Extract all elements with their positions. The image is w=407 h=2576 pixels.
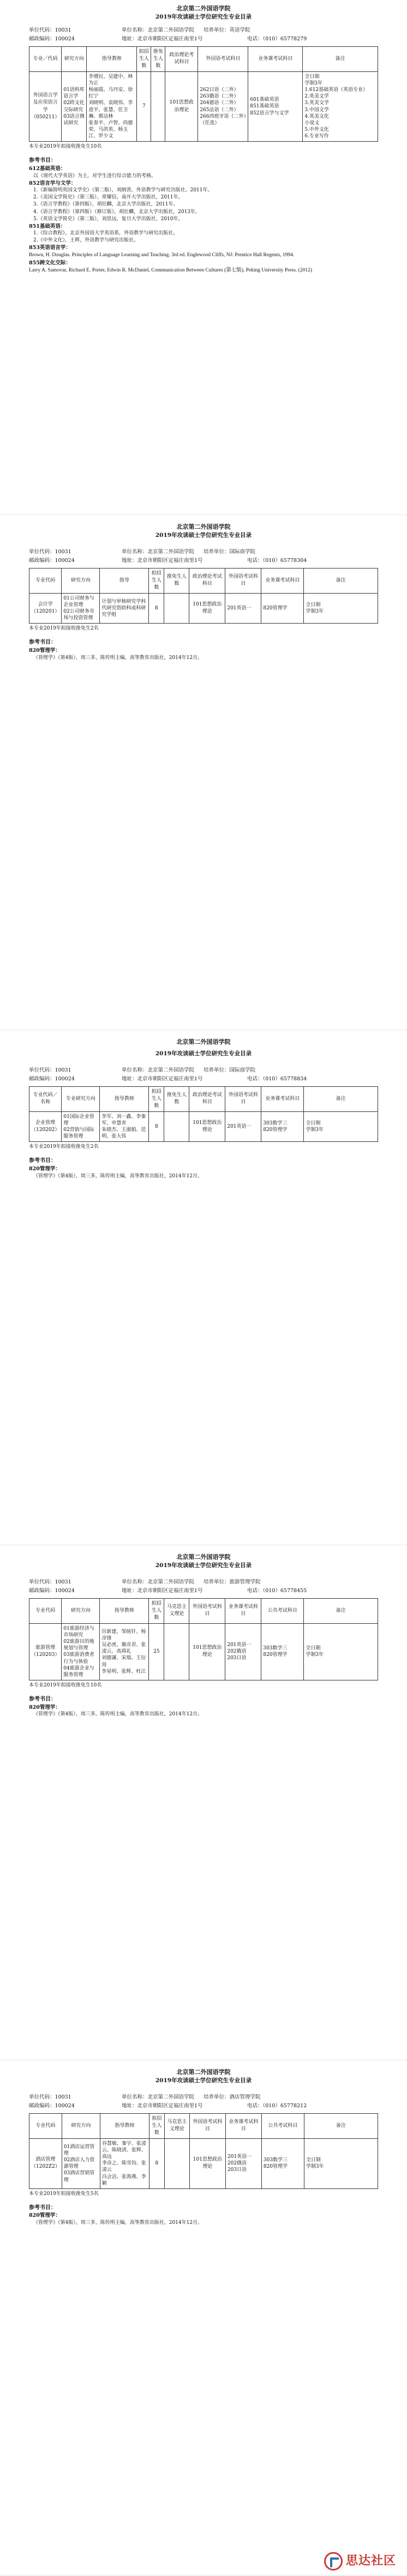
page-sheet [29,1545,378,1718]
school-title: 北京第二外国语学院 [176,5,231,12]
teacher-line: 计划与审核研究学科代研究资助科成科研究学组 [101,598,146,618]
reference-item: 4.《语言学教程》（第四版）（修订版），胡壮麟，北京大学出版社，2013年。 [33,209,200,215]
column-header: 推免生人数 [164,568,189,593]
reference-item: 以《现代大学英语》为主，对学生进行综合能力的考核。 [33,173,157,179]
reference-item: 《管理学》（第4版），周三多，陈传明主编，高等教育出版社，2014年12月。 [33,1712,203,1718]
column-header: 政治理论考试科目 [189,1086,225,1111]
exam-subject [263,605,302,612]
table-header-row [29,2113,378,2138]
reference-subject: 853英语语言学： [29,245,71,251]
column-header: 政治理论考试科目 [189,568,225,593]
teacher-line: 李星明、张辉、杜江 [101,1668,146,1674]
direction-line: 03酒店营销管理 [63,2170,95,2183]
dept-name: 培养单位：国际商学院 [204,549,256,555]
unit-name: 单位名称：北京第二外国语学院 [122,1579,195,1586]
dept-name: 培养单位：国际商学院 [204,1067,256,1074]
exempt-cell [164,2138,189,2188]
remark-line: 全日制 [306,602,321,608]
exam-subject-line: 820管理学 [263,2164,288,2170]
exempt-cell [151,71,165,141]
quota-cell: 8 [149,593,164,624]
foreign-subject-line: 202俄语 [227,1649,247,1655]
dept-name: 培养单位：旅游管理学院 [204,1579,261,1586]
column-header: 业务课考试科目 [261,1086,304,1111]
teacher-line: 李军、刘一鑫、李秦军、申慧青 [101,1114,146,1126]
catalog-title: 2019年攻读硕士学位研究生专业目录 [155,1050,252,1057]
quota-cell: 8 [149,2138,164,2188]
remark-cell [304,593,378,624]
exam-subject-line: 851基础英语 [250,104,279,110]
direction [63,1114,98,1140]
address: 地址：北京市朝阳区定福庄南里1号 [122,1587,203,1594]
remark-line: 学制3年 [306,1127,324,1133]
remark [306,602,376,615]
foreign-subject-line: 201英语一 [227,1124,252,1130]
column-header: 指导 [100,568,149,593]
catalog-table [29,1598,378,1680]
exempt-cell [164,1623,189,1680]
address: 地址：北京市朝阳区定福庄南里1号 [122,35,203,42]
foreign-cell [225,2138,261,2188]
reference-subject: 820管理学： [29,1704,61,1710]
foreign-cell [198,71,248,141]
reference-item: 1.《新编简明英国文学史》（第二版），刘炳善，外语教学与研究出版社，2011年。 [33,188,213,193]
direction [63,87,85,126]
foreign-cell [225,593,261,624]
major-cell: 外国语言学及应用语言学（050211） [29,71,62,141]
reference-subject: 820管理学： [29,1165,61,1172]
exam-subject-line: 303数学三 [263,2157,288,2163]
column-header: 公共考试科目 [261,2113,304,2138]
quota-note: 本专业2019年拟接收推免生10名 [29,1682,102,1688]
subject-cell [261,2138,304,2188]
table-row [29,2138,378,2188]
directions-cell [62,1111,100,1142]
zip-code: 邮政编码：100024 [29,2102,75,2109]
logo-icon [324,2552,343,2571]
teacher-line: 谷慧敏、秦宇、张凌云、陈晓清、张辉、高远 [101,2140,146,2160]
foreign-subject [227,1642,259,1661]
column-header: 备注 [304,1598,378,1623]
reference-item: 1.《综合教程》，北京外国语大学英语系，外语教学与研究出版社。 [33,231,178,237]
column-header: 专业代码／名称 [29,1086,62,1111]
foreign-subject-line: 264德语（二外） [200,100,239,106]
reference-item: 3.《语言学教程》（第四版），胡壮麟，北京大学出版社，2011年。 [33,202,178,208]
teachers-cell [100,1111,149,1142]
teacher-line: 张春平、卢智、尚德荣、马洪英、杨玉江、罗少文 [88,120,133,140]
phone: 电话：（010）65778304 [247,557,307,564]
direction-line: 01旅游经济与市场研究 [63,1625,94,1638]
exam-subject [250,96,301,116]
unit-code: 单位代码：10031 [29,549,71,555]
column-header: 马克思主义理论 [164,2113,189,2138]
remark-line: 3.英美文学 [304,100,329,106]
unit-code: 单位代码：10031 [29,2094,71,2101]
catalog-title: 2019年攻读硕士学位研究生专业目录 [155,1562,252,1569]
reference-item: 《管理学》（第4版），周三多，陈传明主编，高等教育出版社，2014年12月。 [33,655,203,661]
remark-line: 6.专业写作 [304,134,329,140]
politics-cell: 101思想政治理论 [189,593,225,624]
catalog-table [29,1086,378,1142]
foreign-subject-line: 265法语（二外） [200,107,239,113]
foreign-subject-line: 263俄语（二外） [200,94,239,100]
info-row [29,2102,378,2110]
foreign-subject-line: 203日语 [227,2167,247,2173]
teachers-cell [87,71,137,141]
teachers-cell [100,2138,149,2188]
politics-cell: 101思想政治理论 [189,1111,225,1142]
remark-line: 全日制 [306,1646,321,1652]
info-row [29,2094,378,2101]
remark-cell [304,2138,378,2188]
direction-line: 02旅游目的地规划与管理 [63,1639,94,1652]
remark [306,1645,376,1658]
column-header: 研究方向 [62,46,87,71]
politics-cell: 101思想政治理论 [165,71,198,141]
exam-subject [263,1120,302,1133]
info-row [29,27,378,34]
table-header-row [29,568,378,593]
direction-line: 01国际企业管理 [63,1114,94,1126]
dept-name: 培养单位：英语学院 [204,27,250,34]
subject-cell [261,1111,304,1142]
dept-name: 培养单位：酒店管理学院 [204,2094,261,2101]
foreign-cell [225,1111,261,1142]
foreign-subject-line: 201英语一 [227,606,252,612]
catalog-title: 2019年攻读硕士学位研究生专业目录 [155,2077,252,2084]
table-row [29,593,378,624]
foreign-subject [227,605,259,612]
reference-heading: 参考书目： [29,2204,56,2211]
quota-cell: 25 [149,1623,164,1680]
column-header: 拟招生人数 [149,568,164,593]
unit-name: 单位名称：北京第二外国语学院 [122,2094,195,2101]
foreign-subject-line: 203日语 [227,1655,247,1661]
remark [306,2157,376,2170]
column-header: 拟招生人数 [149,1086,164,1111]
school-title: 北京第二外国语学院 [176,2069,231,2076]
politics-cell: 101思想政治理论 [189,2138,225,2188]
column-header: 业务课考试科目 [261,568,304,593]
exam-subject-line: 820管理学 [263,1127,288,1133]
teacher-line: 刘晓明、袁晓伟、李进平、张慧、任卫琳、蔡洁林 [88,100,133,119]
column-header: 专业代码 [29,2113,62,2138]
address: 地址：北京市朝阳区定福庄南里1号 [122,557,203,564]
teacher [101,1629,147,1675]
major-cell: 企业管理（120202） [29,1111,62,1142]
column-header: 指导教师 [100,1086,149,1111]
exam-subject [264,2157,302,2170]
catalog-page [0,1030,407,1545]
remark-cell [303,71,378,141]
directions-cell [62,593,100,624]
reference-heading: 参考书目： [29,1158,56,1164]
column-header: 推免生人数 [151,46,165,71]
teacher-line: 李增民、吴建中、林为正 [88,74,133,86]
column-header: 外国语考试科目 [189,1598,225,1623]
info-row [29,557,378,565]
column-header: 指导教师 [100,1598,149,1623]
teacher [88,74,135,140]
table-row [29,71,378,141]
column-header: 马克思主义理论 [164,1598,189,1623]
teacher-line: 刘德谦、宋瑞、王衍用 [101,1655,146,1668]
reference-item: 《管理学》（第4版），周三多，陈传明主编，高等教育出版社，2014年12月。 [33,2220,203,2226]
quota-note: 本专业2019年拟接收推免生10名 [29,144,102,150]
table-header-row [29,1086,378,1111]
direction-line: 01公司财务与企业管理 [63,595,94,608]
major-cell: 旅游管理（120203） [29,1623,62,1680]
column-header: 研究方向 [62,1598,100,1623]
directions-cell [62,2138,100,2188]
foreign-subject [227,1123,259,1130]
table-row [29,1111,378,1142]
reference-item: 2.《美国文学简史》（第三版），常耀信，南开大学出版社，2011年。 [33,195,183,201]
page-sheet [29,1030,378,1180]
unit-code: 单位代码：10031 [29,1579,71,1586]
page-sheet [29,0,378,275]
foreign-subject [200,87,249,126]
foreign-subject-line: 201英语一 [227,1642,252,1648]
exam-subject-line: 303数学三 [263,1120,288,1126]
column-header: 外国语考试科目 [189,2113,225,2138]
direction [63,1625,98,1678]
page-sheet [29,2060,378,2227]
quota-cell: 7 [137,71,151,141]
remark-line: 4.英美文化 [304,113,329,119]
reference-heading: 参考书目： [29,1696,56,1702]
remark-line: 学制3年 [306,609,324,615]
teacher-line: 厉新建、邹统钎、杨彦锋 [101,1629,146,1642]
column-header: 外国语考试科目 [198,46,248,71]
exam-subject-line: 820管理学 [263,606,288,612]
column-header: 研究方向 [62,2113,100,2138]
subject-cell [261,593,304,624]
info-row [29,1587,378,1595]
direction-line: 01酒店运营管理 [63,2144,95,2157]
foreign-subject-line: （任选） [200,120,220,126]
school-title: 北京第二外国语学院 [176,1038,231,1045]
remark-line: 全日制 [306,1120,321,1126]
exam-subject-line: 852语言学与文学 [250,110,289,116]
teachers-cell [100,593,149,624]
direction-line: 04旅游企业与服务管理 [63,1665,94,1678]
exam-subject-line: 601基础英语 [250,97,279,103]
reference-item: Larry A. Samovar, Richard E. Porter, Edwin R. McDaniel, Communication Between Cultures (第七版), Peking University Press. (2012) [29,267,313,273]
column-header: 拟招生人数 [149,1598,164,1623]
column-header: 专业代码 [29,568,62,593]
direction [63,595,98,622]
subject-cell [248,71,303,141]
column-header: 备注 [303,46,378,71]
quota-note: 本专业2019年拟接收推免生2名 [29,1144,99,1150]
teacher-line: 朱晓杰、王淑娟、范明、张大伟 [101,1127,146,1140]
column-header: 政治理论考试科目 [165,46,198,71]
direction-line: 02营销与国际服务管理 [63,1127,94,1140]
direction-line: 01语料库语言学 [63,87,85,100]
remark-line: 1.612基础英语（英语专业） [304,87,368,93]
table-row [29,1623,378,1680]
remark-line: 2.英美文学 [304,94,329,100]
catalog-page [0,0,407,515]
foreign-subject-line: 202俄语 [227,2161,247,2167]
phone: 电话：（010）65778279 [247,35,307,42]
foreign-cell [225,1623,261,1680]
remark-cell [304,1111,378,1142]
address: 地址：北京市朝阳区定福庄南里1号 [122,2102,203,2109]
exam-subject-line: 820管理学 [263,1652,288,1658]
catalog-title: 2019年攻读硕士学位研究生专业目录 [155,13,252,20]
direction-line: 03旅游消费者行为与体验 [63,1652,94,1665]
column-header: 专业代码 [29,1598,62,1623]
column-header: 业务课考试科目 [225,2113,261,2138]
remark-line: 学制3年 [304,80,323,86]
column-header: 拟招生人数 [137,46,151,71]
reference-heading: 参考书目： [29,158,56,164]
column-header: 研究方向 [62,568,100,593]
school-title: 北京第二外国语学院 [176,1553,231,1561]
foreign-subject [228,2154,260,2173]
zip-code: 邮政编码：100024 [29,35,75,42]
column-header: 业务课考试科目 [248,46,303,71]
exempt-cell [164,1111,189,1142]
remark-line: 全日制 [306,2157,321,2163]
catalog-table [29,568,378,624]
exam-subject [263,1645,302,1658]
reference-item: 《管理学》（第4版），周三多，陈传明主编，高等教育出版社，2014年12月。 [33,1173,203,1179]
reference-subject: 851基础英语： [29,223,66,229]
unit-name: 单位名称：北京第二外国语学院 [122,1067,195,1074]
info-row [29,548,378,556]
info-row [29,35,378,43]
catalog-page [0,1545,407,2060]
column-header: 专业／代码 [29,46,62,71]
remark-cell [304,1623,378,1680]
info-row [29,1579,378,1586]
remark-line: 学制3年 [306,2164,324,2170]
quota-cell: 8 [149,1111,164,1142]
phone: 电话：（010）65778834 [247,1075,307,1082]
column-header: 备注 [304,1086,378,1111]
column-header: 备注 [304,568,378,593]
school-title: 北京第二外国语学院 [176,523,231,530]
teacher-line: 李彦之、陈雪钧、张凌云 [101,2161,146,2173]
major-cell: 酒店管理（1202Z2） [29,2138,62,2188]
catalog-table [29,2113,378,2189]
catalog-page [0,2060,407,2575]
unit-code: 单位代码：10031 [29,1067,71,1074]
column-header: 外国语考试科目 [225,1086,261,1111]
remark-line: 全日制 [304,74,320,80]
phone: 电话：（010）65778212 [247,2102,307,2109]
reference-heading: 参考书目： [29,639,56,646]
direction-line: 03语言测试研究 [63,113,85,126]
column-header: 外国语考试科目 [225,568,261,593]
directions-cell [62,71,87,141]
major-cell: 会计学（120201） [29,593,62,624]
column-header: 指导教师 [100,2113,149,2138]
reference-subject: 820管理学： [29,647,61,654]
catalog-table [29,46,378,142]
zip-code: 邮政编码：100024 [29,1075,75,1082]
quota-note: 本专业2019年拟接收推免生2名 [29,626,99,632]
foreign-subject-line: 201英语一 [227,2154,252,2160]
reference-item: Brown, H. Douglas. Principles of Language Learning and Teaching. 3rd ed. Englewood Cliffs, NJ: Prentice Hall Regents, 1994. [29,252,295,258]
foreign-subject-line: 262日语（二外） [200,87,239,93]
direction-line: 02公司财务市场与投资管理 [63,609,94,621]
teacher [101,1114,147,1140]
reference-subject: 820管理学： [29,2212,61,2219]
direction-line: 02酒店人力资源管理 [63,2157,95,2170]
phone: 电话：（010）65778455 [247,1587,307,1594]
remark [306,1120,376,1133]
exam-subject-line: 303数学三 [263,1646,288,1652]
unit-name: 单位名称：北京第二外国语学院 [122,27,195,34]
direction-line: 02跨文化交际研究 [63,100,85,113]
column-header: 拟招生人数 [149,2113,164,2138]
direction [64,2144,98,2184]
teacher-line: 吴必虎、谢彦君、张凌云、高舜礼 [101,1642,146,1655]
remark-line: 学制3年 [306,1652,324,1658]
catalog-page [0,515,407,1030]
reference-item: 2.《中外文化》，王辉，外语教学与研究出版社。 [33,238,139,244]
table-header-row [29,1598,378,1623]
zip-code: 邮政编码：100024 [29,1587,75,1594]
teacher [102,2140,147,2187]
unit-name: 单位名称：北京第二外国语学院 [122,549,195,555]
remark-line: 小说文 [304,120,320,126]
column-header: 业务课考试科目 [225,1598,261,1623]
reference-subject: 612基础英语： [29,165,66,172]
info-row [29,1075,378,1083]
column-header: 指导教师 [87,46,137,71]
reference-item: 5.《英语文学简史》（第二版），刘思远，复旦大学出版社，2010年。 [33,216,183,222]
exempt-cell [164,593,189,624]
teacher-line: 冯会洁、张海燕、李颖 [101,2174,146,2186]
reference-subject: 852语言学与文学： [29,180,76,186]
politics-cell: 101思想政治理论 [189,1623,225,1680]
remark-line: 3.中国文学 [304,107,329,113]
subject-cell [261,1623,304,1680]
teacher-line: 杨丽霞、马丹安、徐红宁 [88,87,133,100]
column-header: 备注 [304,2113,378,2138]
teacher [101,598,147,618]
column-header: 公共考试科目 [261,1598,304,1623]
zip-code: 邮政编码：100024 [29,557,75,564]
catalog-title: 2019年攻读硕士学位研究生专业目录 [155,531,252,539]
remark [304,74,376,140]
reference-subject: 855跨文化交际： [29,259,71,266]
address: 地址：北京市朝阳区定福庄南里1号 [122,1075,203,1082]
unit-code: 单位代码：10031 [29,27,71,34]
page-sheet [29,515,378,662]
watermark-text: 思达社区 [345,2554,396,2568]
watermark [324,2552,396,2571]
quota-note: 本专业2019年拟接收推免生5名 [29,2191,99,2197]
teachers-cell [100,1623,149,1680]
directions-cell [62,1623,100,1680]
column-header: 推免生人数 [164,1086,189,1111]
info-row [29,1067,378,1074]
column-header: 专业研究方向 [62,1086,100,1111]
table-header-row [29,46,378,71]
foreign-subject-line: 266西班牙语（二外） [200,113,249,119]
remark-line: 5.中外文化 [304,126,329,132]
